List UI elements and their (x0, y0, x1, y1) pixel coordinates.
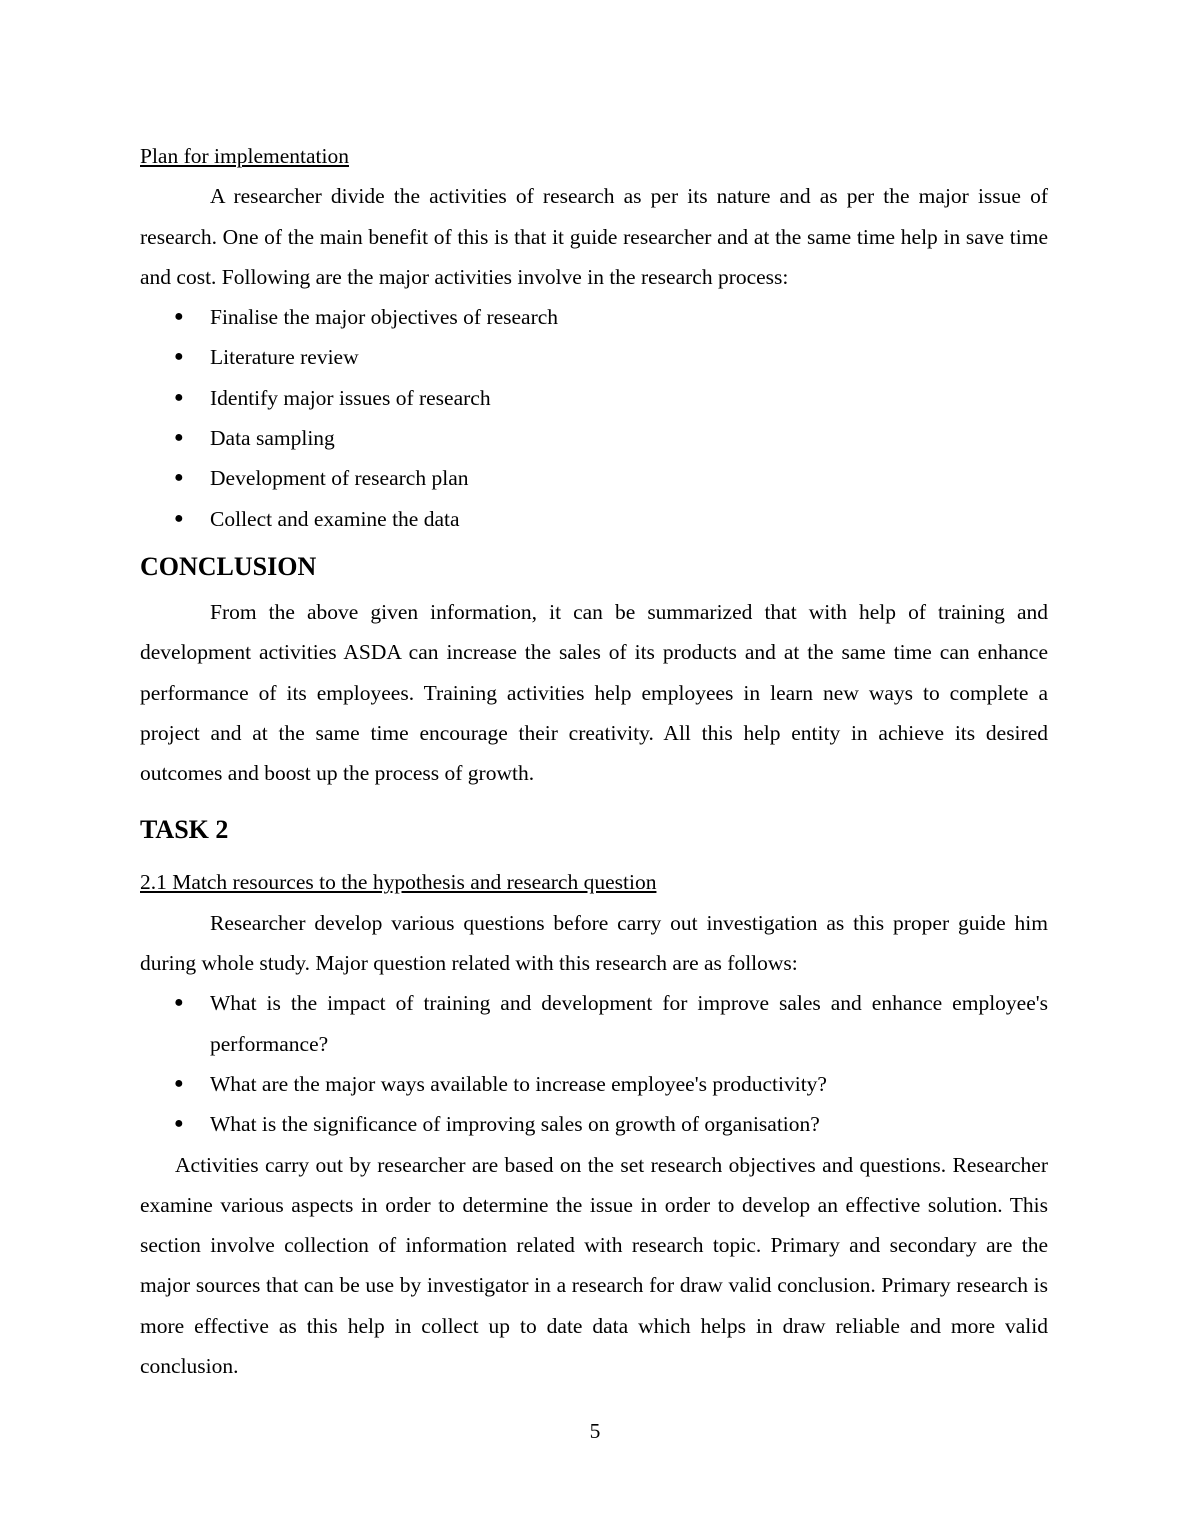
list-item (140, 337, 1048, 377)
bullet-icon: ● (174, 994, 184, 1012)
bullet-icon: ● (174, 469, 184, 487)
bullet-icon: ● (174, 1115, 184, 1133)
plan-activity-list (140, 297, 1048, 539)
task2-heading: TASK 2 (140, 815, 229, 845)
list-item (140, 1064, 1048, 1104)
bullet-icon: ● (174, 1074, 184, 1092)
conclusion-paragraph: From the above given information, it can be summarized that with help of training and development activities ASDA can increase the sales of its products and at the same time can enhance performance of its employees. Training activities help employees in learn new ways to complete a project and at the same time encourage their creativity. All this help entity in achieve its desired outcomes and boost up the process of growth. (140, 599, 1048, 786)
task2-subheading: 2.1 Match resources to the hypothesis and research question (140, 870, 657, 895)
plan-heading: Plan for implementation (140, 144, 349, 168)
task2-closing-paragraph: Activities carry out by researcher are based on the set research objectives and questions. Researcher examine various aspects in order to determine the issue in order to develop an effective solution. This section involve collection of information related with research topic. Primary and secondary are the major sources that can be use by investigator in a research for draw valid conclusion. Primary research is more effective as this help in collect up to date data which helps in draw reliable and more valid conclusion. (140, 1152, 1048, 1379)
conclusion-heading: CONCLUSION (140, 551, 317, 581)
list-item-text: Development of research plan (210, 466, 469, 491)
list-item (140, 983, 1048, 1064)
list-item (140, 1104, 1048, 1144)
list-item (140, 458, 1048, 498)
page-number: 5 (589, 1419, 601, 1443)
list-item-text: What is the impact of training and development for improve sales and enhance employee's performance? (210, 991, 1048, 1056)
list-item-text: What are the major ways available to increase employee's productivity? (210, 1071, 827, 1096)
list-item-text: Identify major issues of research (210, 385, 491, 410)
list-item-text: Data sampling (210, 426, 335, 451)
bullet-icon: ● (174, 388, 184, 406)
list-item-text: Finalise the major objectives of research (210, 305, 559, 330)
list-item (140, 378, 1048, 418)
bullet-icon: ● (174, 429, 184, 447)
list-item-text: Collect and examine the data (210, 506, 460, 531)
list-item (140, 499, 1048, 539)
document-body (140, 136, 1048, 1386)
task2-intro-paragraph: Researcher develop various questions before carry out investigation as this proper guide him during whole study. Major question related with this research are as follows: (140, 910, 1048, 976)
list-item (140, 418, 1048, 458)
list-item-text: Literature review (210, 345, 359, 370)
plan-paragraph: A researcher divide the activities of research as per its nature and as per the major issue of research. One of the main benefit of this is that it guide researcher and at the same time help in save time and cost. Following are the major activities involve in the research process: (140, 184, 1048, 289)
bullet-icon: ● (174, 308, 184, 326)
list-item (140, 297, 1048, 337)
bullet-icon: ● (174, 348, 184, 366)
bullet-icon: ● (174, 509, 184, 527)
research-question-list (140, 983, 1048, 1144)
list-item-text: What is the significance of improving sales on growth of organisation? (210, 1112, 820, 1137)
